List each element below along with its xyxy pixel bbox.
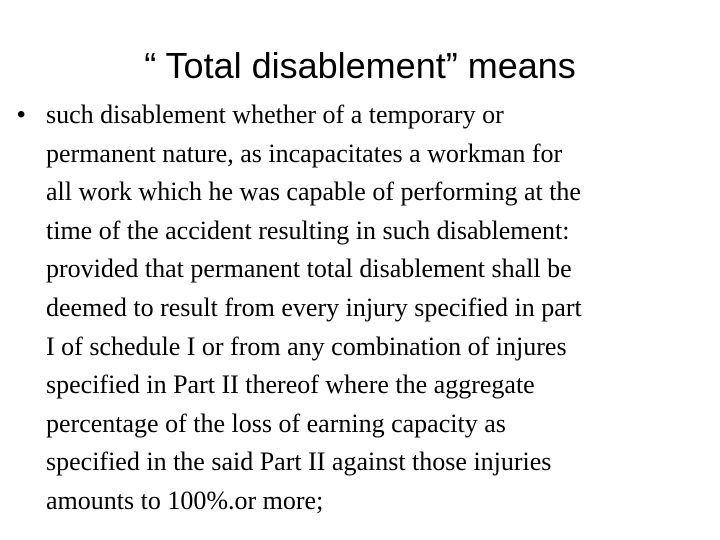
body-line: such disablement whether of a temporary or: [46, 100, 504, 129]
body-line: specified in the said Part II against those injuries: [46, 447, 552, 477]
body-line: specified in Part II thereof where the aggregate: [46, 370, 535, 400]
bullet-item: [0, 96, 720, 521]
body-line: percentage of the loss of earning capacity as: [46, 408, 506, 438]
bullet-text: [46, 96, 710, 521]
bullet-dot-icon: •: [17, 101, 26, 128]
body-line: time of the accident resulting in such disablement:: [46, 215, 570, 245]
slide-title: “ Total disablement” means: [144, 45, 576, 86]
body-line: all work which he was capable of performing at the: [46, 177, 581, 207]
body-line: provided that permanent total disablement shall be: [46, 254, 572, 284]
bullet-list: [0, 96, 720, 521]
body-line: I of schedule I or from any combination of injures: [46, 331, 567, 361]
body-line: amounts to 100%.or more;: [46, 485, 324, 515]
body-line: deemed to result from every injury specified in part: [46, 292, 582, 322]
body-line: permanent nature, as incapacitates a workman for: [46, 138, 563, 168]
